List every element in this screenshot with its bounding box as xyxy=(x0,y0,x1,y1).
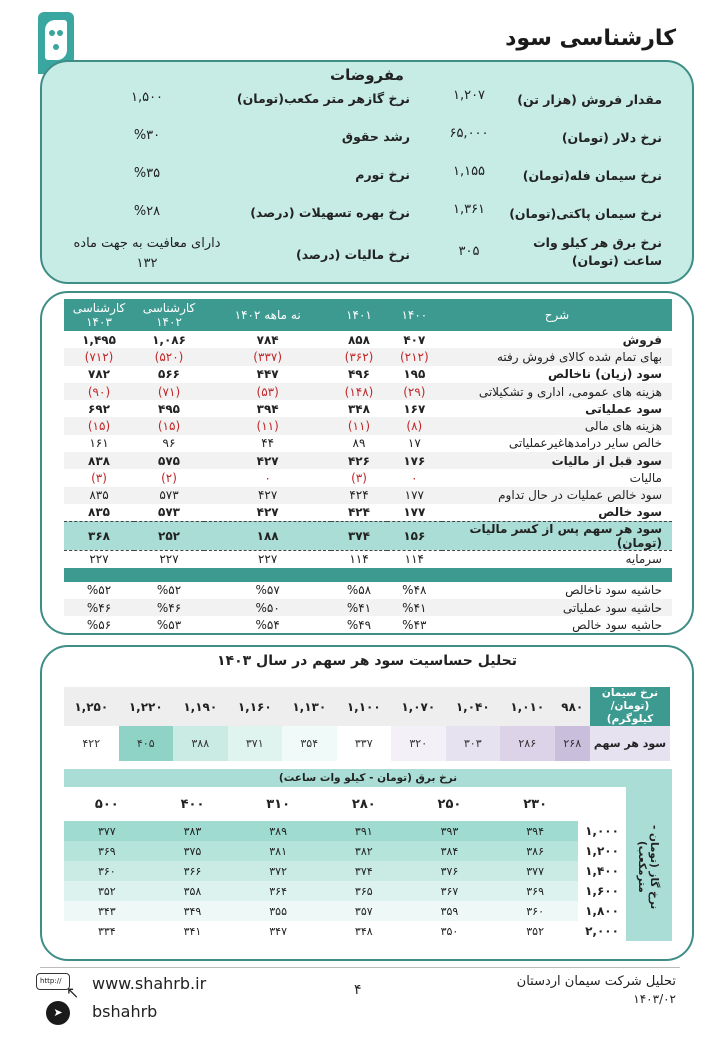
eps-cell: ۴۲۲ xyxy=(64,726,119,761)
electricity-rate: ۴۰۰ xyxy=(150,787,236,821)
price-cell: ۹۸۰ xyxy=(555,687,591,726)
table-cell: ۴۴ xyxy=(261,436,275,451)
table-cell: %۴۱ xyxy=(331,599,386,616)
table-row xyxy=(64,348,672,365)
table-cell: (۱۵) xyxy=(64,417,134,434)
table-cell: %۵۴ xyxy=(255,617,280,632)
row-label: هزینه های عمومی، اداری و تشکیلاتی xyxy=(442,383,672,400)
table-cell: (۲) xyxy=(161,471,177,486)
assumption-label: نرخ مالیات (درصد) xyxy=(295,247,410,262)
table-row xyxy=(64,452,672,469)
eps-cell: ۳۶۵ xyxy=(321,881,407,901)
row-label: حاشیه سود ناخالص xyxy=(565,583,662,598)
table-cell: (۸) xyxy=(387,417,442,434)
profit-loss-panel xyxy=(40,291,694,635)
table-cell: ۱,۰۸۶ xyxy=(152,332,186,347)
electricity-rate: ۵۰۰ xyxy=(64,787,150,821)
row-label: سود قبل از مالیات xyxy=(442,452,672,469)
sensitivity-title: تحلیل حساسیت سود هر سهم در سال ۱۴۰۳ xyxy=(216,653,518,669)
table-cell: (۱۵) xyxy=(134,417,204,434)
eps-cell: ۳۴۹ xyxy=(150,901,236,921)
eps-cell: ۳۵۴ xyxy=(282,726,337,761)
eps-cell: ۳۷۲ xyxy=(235,861,321,881)
eps-cell: ۳۵۹ xyxy=(407,901,493,921)
table-cell: (۳) xyxy=(91,471,107,486)
table-cell: %۵۸ xyxy=(346,583,372,598)
table-cell: ۳۹۴ xyxy=(256,401,279,416)
section-divider xyxy=(64,568,672,582)
sensitivity-row xyxy=(64,881,626,901)
assumption-label: نرخ سیمان پاکتی(تومان) xyxy=(509,206,662,221)
gas-rate: ۱,۸۰۰ xyxy=(578,901,626,921)
assumption-label: نرخ دلار (تومان) xyxy=(561,130,662,145)
website-link[interactable]: www.shahrb.ir xyxy=(92,974,207,993)
table-cell: ۰ xyxy=(411,471,418,486)
price-cell: ۱,۲۲۰ xyxy=(119,687,174,726)
eps-cell: ۳۸۱ xyxy=(235,841,321,861)
page-number: ۴ xyxy=(354,982,362,998)
eps-cell: ۳۷۴ xyxy=(321,861,407,881)
table-row xyxy=(64,383,672,400)
table-cell: (۳۳۷) xyxy=(204,348,331,365)
table-cell: ۱۷۷ xyxy=(387,487,442,504)
price-cell: ۱,۱۳۰ xyxy=(282,687,337,726)
table-cell: ۳۶۸ xyxy=(64,521,134,550)
eps-cell: ۳۹۱ xyxy=(321,821,407,841)
eps-cell: ۳۶۷ xyxy=(407,881,493,901)
eps-cell: ۳۳۷ xyxy=(337,726,392,761)
eps-cell: ۳۸۹ xyxy=(235,821,321,841)
eps-cell: ۲۶۸ xyxy=(555,726,591,761)
eps-cell: ۳۵۲ xyxy=(64,881,150,901)
table-cell: %۴۳ xyxy=(402,617,427,632)
table-cell: (۳۶۲) xyxy=(331,348,386,365)
table-cell: ۸۳۸ xyxy=(64,452,134,469)
eps-cell: ۳۶۴ xyxy=(235,881,321,901)
row-label: سود خالص عملیات در حال تداوم xyxy=(442,487,672,504)
table-cell: ۸۹ xyxy=(352,436,366,451)
eps-cell: ۳۶۰ xyxy=(64,861,150,881)
table-cell: ۸۳۵ xyxy=(64,487,134,504)
assumption-value: ۶۵,۰۰۰ xyxy=(449,126,489,141)
table-cell: ۱۹۵ xyxy=(403,367,426,382)
table-row xyxy=(64,521,672,550)
table-cell: %۴۶ xyxy=(64,599,134,616)
table-cell: %۴۸ xyxy=(402,583,427,598)
table-cell: ۱۶۷ xyxy=(403,401,426,416)
price-cell: ۱,۱۹۰ xyxy=(173,687,228,726)
eps-cell: ۳۶۹ xyxy=(492,881,578,901)
table-cell: (۱۱) xyxy=(204,417,331,434)
footer-company: تحلیل شرکت سیمان اردستان xyxy=(516,974,676,989)
assumption-row xyxy=(42,198,692,232)
gas-rate: ۱,۲۰۰ xyxy=(578,841,626,861)
table-cell: ۷۸۴ xyxy=(256,332,279,347)
table-cell: ۹۶ xyxy=(162,436,176,451)
assumption-label: نرخ بهره تسهیلات (درصد) xyxy=(250,205,410,220)
column-header: شرح xyxy=(442,299,672,331)
eps-cell: ۲۸۶ xyxy=(500,726,555,761)
row-label: سود (زیان) ناخالص xyxy=(547,367,662,382)
price-cell: ۱,۰۴۰ xyxy=(446,687,501,726)
table-cell: (۲۹) xyxy=(387,383,442,400)
row-label: مالیات xyxy=(629,471,662,486)
table-cell: ۱۷۷ xyxy=(403,505,426,520)
table-cell: ۸۳۵ xyxy=(88,505,110,520)
price-row-label: نرخ سیمان (تومان/کیلوگرم) xyxy=(590,687,670,726)
table-cell: ۱۷۶ xyxy=(387,452,442,469)
telegram-handle[interactable]: bshahrb xyxy=(92,1002,158,1021)
row-label: فروش xyxy=(622,332,662,347)
table-cell: ۴۴۷ xyxy=(256,367,279,382)
eps-cell: ۳۴۱ xyxy=(150,921,236,941)
assumption-value: %۳۵ xyxy=(133,166,161,181)
price-cell: ۱,۱۶۰ xyxy=(228,687,283,726)
eps-cell: ۳۵۲ xyxy=(492,921,578,941)
table-cell: ۴۲۷ xyxy=(256,505,279,520)
table-cell: (۱۴۸) xyxy=(331,383,386,400)
table-cell: %۴۶ xyxy=(134,599,204,616)
eps-cell: ۳۲۰ xyxy=(391,726,446,761)
assumption-row xyxy=(42,122,692,156)
column-header: کارشناسی ۱۴۰۲ xyxy=(134,299,204,331)
margin-row xyxy=(64,599,672,616)
table-cell: %۴۹ xyxy=(346,617,372,632)
eps-cell: ۳۶۰ xyxy=(492,901,578,921)
table-cell: %۵۷ xyxy=(255,583,280,598)
assumption-row xyxy=(42,234,692,271)
table-cell: ۵۷۳ xyxy=(134,487,204,504)
assumption-value: ۱,۵۰۰ xyxy=(130,90,164,105)
column-header: کارشناسی ۱۴۰۳ xyxy=(64,299,134,331)
table-cell: ۳۴۸ xyxy=(347,401,370,416)
table-cell: (۵۲۰) xyxy=(134,348,204,365)
table-cell: %۵۰ xyxy=(204,599,331,616)
table-cell: ۴۲۷ xyxy=(204,452,331,469)
assumption-value: %۳۰ xyxy=(133,128,161,143)
browser-icon: http:// xyxy=(36,973,70,990)
gas-rate: ۱,۰۰۰ xyxy=(578,821,626,841)
table-cell: ۱۵۶ xyxy=(387,521,442,550)
price-cell: ۱,۱۰۰ xyxy=(337,687,392,726)
eps-cell: ۳۶۶ xyxy=(150,861,236,881)
column-header: نه ماهه ۱۴۰۲ xyxy=(204,299,331,331)
table-cell: (۷۱) xyxy=(134,383,204,400)
eps-row-label: سود هر سهم xyxy=(590,726,670,761)
table-cell: ۴۹۶ xyxy=(347,367,370,382)
table-cell: ۴۲۴ xyxy=(347,505,370,520)
eps-cell: ۳۵۸ xyxy=(150,881,236,901)
eps-cell: ۳۷۷ xyxy=(64,821,150,841)
assumption-label: نرخ سیمان فله(تومان) xyxy=(522,168,662,183)
sensitivity-row xyxy=(64,841,626,861)
table-cell: ۴۹۵ xyxy=(158,401,180,416)
table-cell: ۴۲۶ xyxy=(331,452,386,469)
table-cell: %۴۱ xyxy=(387,599,442,616)
eps-cell: ۳۸۶ xyxy=(492,841,578,861)
table-cell: ۲۲۷ xyxy=(257,552,278,567)
eps-cell: ۳۹۳ xyxy=(407,821,493,841)
row-label: حاشیه سود عملیاتی xyxy=(442,599,672,616)
page-title: کارشناسی سود xyxy=(505,26,676,51)
eps-cell: ۳۰۳ xyxy=(446,726,501,761)
table-cell: ۱۱۴ xyxy=(349,552,369,567)
gas-rate: ۱,۴۰۰ xyxy=(578,861,626,881)
table-row xyxy=(64,417,672,434)
table-cell: ۴۰۷ xyxy=(403,332,426,347)
price-cell: ۱,۲۵۰ xyxy=(64,687,119,726)
eps-cell: ۳۸۲ xyxy=(321,841,407,861)
assumptions-title: مفروضات xyxy=(330,66,404,84)
gas-rate: ۲,۰۰۰ xyxy=(578,921,626,941)
price-cell: ۱,۰۱۰ xyxy=(500,687,555,726)
row-label: سود خالص xyxy=(598,505,662,520)
table-cell: ۵۷۵ xyxy=(134,452,204,469)
telegram-icon: ➤ xyxy=(46,1001,70,1025)
table-cell: ۲۲۷ xyxy=(89,552,109,567)
gas-rate: ۱,۶۰۰ xyxy=(578,881,626,901)
table-cell: ۱۷ xyxy=(407,436,421,451)
column-header: ۱۴۰۱ xyxy=(331,299,386,331)
row-label: سود عملیاتی xyxy=(585,401,662,416)
corner-cell xyxy=(578,787,626,821)
electricity-rate: ۲۸۰ xyxy=(321,787,407,821)
assumption-label: نرخ تورم xyxy=(355,167,410,182)
eps-cell: ۳۷۷ xyxy=(492,861,578,881)
table-cell: ۰ xyxy=(264,471,271,486)
assumption-value: ۱,۲۰۷ xyxy=(452,88,486,103)
table-row xyxy=(64,487,672,504)
table-cell: %۵۶ xyxy=(86,617,112,632)
cement-price-sensitivity-table xyxy=(64,687,670,761)
energy-sensitivity-table xyxy=(64,787,626,941)
table-cell: ۷۸۲ xyxy=(88,367,110,382)
table-cell: ۱۸۸ xyxy=(204,521,331,550)
sensitivity-row xyxy=(64,921,626,941)
eps-cell: ۳۶۹ xyxy=(64,841,150,861)
assumption-value: ۱,۳۶۱ xyxy=(452,202,486,217)
table-cell: (۹۰) xyxy=(64,383,134,400)
electricity-rate: ۳۱۰ xyxy=(235,787,321,821)
table-cell: ۵۷۳ xyxy=(158,505,180,520)
eps-cell: ۳۵۵ xyxy=(235,901,321,921)
column-header: ۱۴۰۰ xyxy=(387,299,442,331)
table-cell: ۱۶۱ xyxy=(89,436,109,451)
assumption-label: نرخ گازهر متر مکعب(تومان) xyxy=(236,91,410,106)
sensitivity-panel xyxy=(40,645,694,961)
assumption-row xyxy=(42,84,692,118)
price-cell: ۱,۰۷۰ xyxy=(391,687,446,726)
eps-cell: ۳۵۰ xyxy=(407,921,493,941)
table-cell: ۳۷۴ xyxy=(331,521,386,550)
electricity-rate-row xyxy=(64,787,626,821)
assumption-label: نرخ برق هر کیلو وات ساعت (تومان) xyxy=(533,235,662,268)
table-cell: (۱۱) xyxy=(331,417,386,434)
assumption-value: %۲۸ xyxy=(133,204,161,219)
eps-cell: ۳۸۳ xyxy=(150,821,236,841)
sensitivity-row xyxy=(64,861,626,881)
margin-row xyxy=(64,582,672,599)
eps-cell: ۳۸۸ xyxy=(173,726,228,761)
table-cell: ۴۲۴ xyxy=(331,487,386,504)
electricity-rate: ۲۵۰ xyxy=(407,787,493,821)
table-row xyxy=(64,550,672,567)
eps-cell: ۳۹۴ xyxy=(492,821,578,841)
row-label: سرمایه xyxy=(625,552,662,567)
assumption-label: رشد حقوق xyxy=(341,129,410,144)
sensitivity-row xyxy=(64,821,626,841)
assumption-row xyxy=(42,160,692,194)
gas-rate-side-header: نرخ گاز (تومان - مترمکعب) xyxy=(626,787,672,941)
eps-cell: ۳۷۶ xyxy=(407,861,493,881)
table-cell: ۱۱۴ xyxy=(404,552,424,567)
table-cell: (۵۳) xyxy=(204,383,331,400)
table-row xyxy=(64,400,672,417)
profit-loss-table xyxy=(64,299,672,633)
row-label: حاشیه سود خالص xyxy=(572,617,662,632)
table-cell: ۵۶۶ xyxy=(158,367,180,382)
sensitivity-row xyxy=(64,901,626,921)
eps-cell: ۳۴۳ xyxy=(64,901,150,921)
table-cell: ۶۹۲ xyxy=(88,401,110,416)
assumption-value: دارای معافیت به جهت ماده ۱۳۲ xyxy=(73,236,221,271)
table-cell: (۲۱۲) xyxy=(387,348,442,365)
eps-cell: ۴۰۵ xyxy=(119,726,174,761)
eps-cell: ۳۳۴ xyxy=(64,921,150,941)
eps-cell: ۳۷۵ xyxy=(150,841,236,861)
assumption-value: ۳۰۵ xyxy=(458,244,480,259)
table-cell: ۸۵۸ xyxy=(347,332,370,347)
table-row xyxy=(64,504,672,521)
table-row xyxy=(64,331,672,348)
electricity-rate-header: نرخ برق (تومان - کیلو وات ساعت) xyxy=(64,769,672,787)
eps-cell: ۳۴۷ xyxy=(235,921,321,941)
assumptions-panel xyxy=(40,60,694,284)
table-cell: ۱,۴۹۵ xyxy=(82,332,116,347)
row-label: بهای تمام شده کالای فروش رفته xyxy=(442,348,672,365)
eps-cell: ۳۸۴ xyxy=(407,841,493,861)
table-row xyxy=(64,366,672,383)
footer-divider xyxy=(40,967,680,968)
eps-cell: ۳۵۷ xyxy=(321,901,407,921)
table-cell: (۳) xyxy=(351,471,367,486)
eps-cell: ۳۴۸ xyxy=(321,921,407,941)
assumption-value: ۱,۱۵۵ xyxy=(452,164,486,179)
electricity-rate: ۲۳۰ xyxy=(492,787,578,821)
row-label: خالص سایر درامدهاغیرعملیاتی xyxy=(508,436,662,451)
cursor-icon: ↖ xyxy=(66,983,80,1002)
table-cell: %۵۳ xyxy=(156,617,182,632)
assumption-label: مقدار فروش (هزار تن) xyxy=(517,92,662,107)
table-cell: ۲۲۷ xyxy=(159,552,179,567)
table-cell: (۷۱۲) xyxy=(64,348,134,365)
margin-row xyxy=(64,616,672,633)
row-label: هزینه های مالی xyxy=(442,417,672,434)
row-label: سود هر سهم پس از کسر مالیات (تومان) xyxy=(442,521,672,550)
table-cell: ۲۵۲ xyxy=(134,521,204,550)
footer-date: ۱۴۰۳/۰۲ xyxy=(633,992,676,1006)
eps-cell: ۳۷۱ xyxy=(228,726,283,761)
table-cell: %۵۲ xyxy=(156,583,182,598)
table-cell: ۴۲۷ xyxy=(204,487,331,504)
table-row xyxy=(64,469,672,486)
table-cell: %۵۲ xyxy=(86,583,112,598)
table-row xyxy=(64,435,672,452)
